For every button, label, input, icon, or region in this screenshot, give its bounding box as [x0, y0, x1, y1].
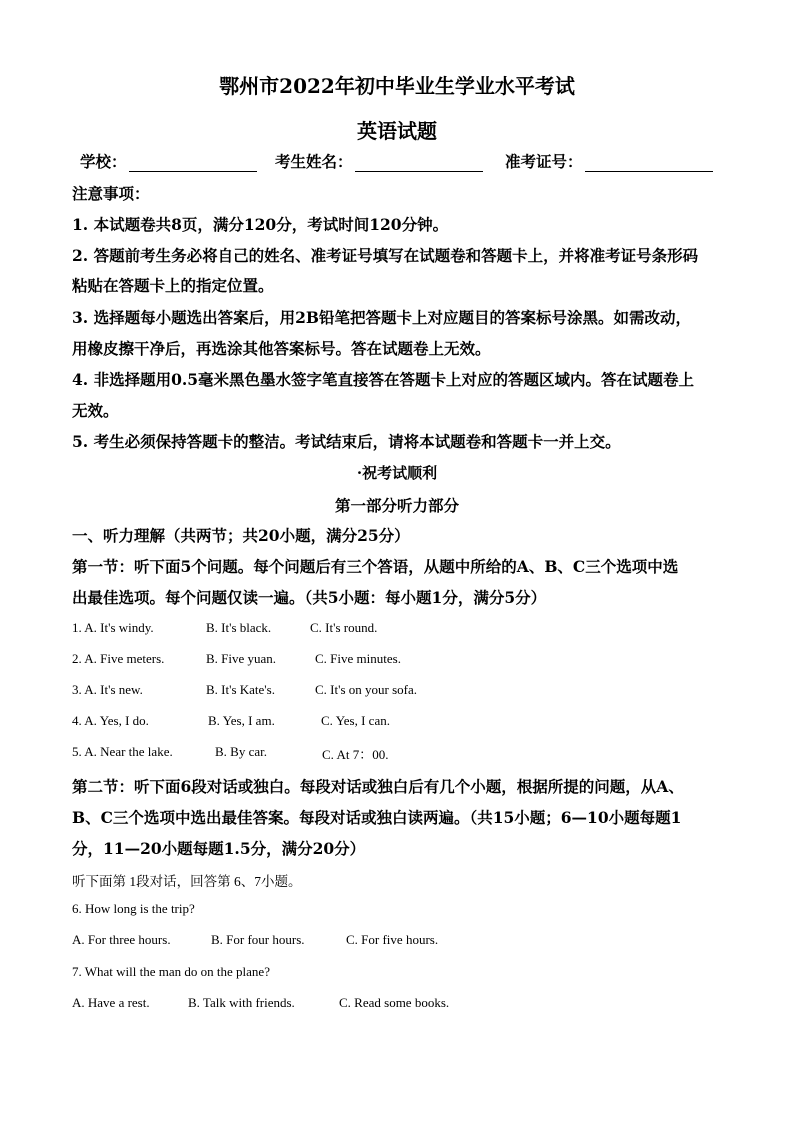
- exam-title: 鄂州市2022年初中毕业生学业水平考试: [219, 74, 575, 98]
- option-c: C. Read some books.: [339, 995, 450, 1010]
- school-blank: [129, 155, 257, 172]
- option-b: B. Five yuan.: [206, 651, 277, 666]
- section-heading: 一、听力理解（共两节；共20小题，满分25分）: [72, 526, 410, 545]
- option-a: 1. A. It's windy.: [72, 620, 154, 635]
- section2-instruction: 分，11—20小题每题1.5分，满分20分）: [72, 839, 366, 858]
- section2-instruction: 第二节：听下面6段对话或独白。每段对话或独白后有几个小题，根据所提的问题，从A、: [72, 777, 684, 796]
- option-b: B. It's black.: [206, 620, 272, 635]
- notice-item: 1. 本试题卷共8页，满分120分，考试时间120分钟。: [72, 215, 449, 234]
- option-c: C. For five hours.: [346, 932, 439, 947]
- option-c: C. It's round.: [310, 620, 378, 635]
- option-c: C. Five minutes.: [315, 651, 401, 666]
- option-a: 4. A. Yes, I do.: [72, 713, 149, 728]
- option-b: B. For four hours.: [211, 932, 305, 947]
- option-b: B. Talk with friends.: [188, 995, 295, 1010]
- good-luck-wish: ·祝考试顺利: [356, 464, 438, 482]
- option-c: C. Yes, I can.: [321, 713, 390, 728]
- option-b: B. Yes, I am.: [208, 713, 275, 728]
- section1-instruction: 出最佳选项。每个问题仅读一遍。（共5小题：每小题1分，满分5分）: [72, 588, 547, 607]
- dialogue-instruction: 听下面第 1段对话，回答第 6、7小题。: [72, 874, 302, 889]
- option-b: B. By car.: [215, 744, 267, 759]
- id-field: [505, 150, 713, 172]
- student-info-row: [80, 150, 730, 172]
- option-a: A. For three hours.: [72, 932, 171, 947]
- notice-item: 3. 选择题每小题选出答案后，用2B铅笔把答题卡上对应题目的答案标号涂黑。如需改动，: [72, 308, 691, 327]
- school-label: 学校：: [80, 152, 127, 171]
- option-b: B. It's Kate's.: [206, 682, 275, 697]
- id-label: 准考证号：: [505, 152, 583, 171]
- option-c: C. At 7：00.: [322, 747, 389, 762]
- school-field: [80, 150, 257, 172]
- option-a: 2. A. Five meters.: [72, 651, 165, 666]
- option-a: 5. A. Near the lake.: [72, 744, 173, 759]
- id-blank: [585, 155, 713, 172]
- notice-item: 粘贴在答题卡上的指定位置。: [72, 276, 274, 295]
- name-label: 考生姓名：: [275, 152, 353, 171]
- question-text: 6. How long is the trip?: [72, 901, 195, 916]
- notice-item: 5. 考生必须保持答题卡的整洁。考试结束后，请将本试题卷和答题卡一并上交。: [72, 432, 621, 451]
- name-blank: [355, 155, 483, 172]
- part-one-title: 第一部分听力部分: [334, 496, 459, 515]
- notice-heading: 注意事项：: [72, 184, 150, 203]
- notice-item: 2. 答题前考生务必将自己的姓名、准考证号填写在试题卷和答题卡上，并将准考证号条形码: [72, 246, 699, 265]
- notice-item: 4. 非选择题用0.5毫米黑色墨水签字笔直接答在答题卡上对应的答题区域内。答在试题卷上: [72, 370, 695, 389]
- section2-instruction: B、C三个选项中选出最佳答案。每段对话或独白读两遍。（共15小题；6—10小题每题1: [72, 808, 682, 827]
- question-text: 7. What will the man do on the plane?: [72, 964, 270, 979]
- option-a: A. Have a rest.: [72, 995, 150, 1010]
- section1-instruction: 第一节：听下面5个问题。每个问题后有三个答语，从题中所给的A、B、C三个选项中选: [72, 557, 679, 576]
- notice-item: 无效。: [72, 401, 119, 420]
- notice-item: 用橡皮擦干净后，再选涂其他答案标号。答在试题卷上无效。: [72, 339, 491, 358]
- name-field: [275, 150, 483, 172]
- option-a: 3. A. It's new.: [72, 682, 143, 697]
- option-c: C. It's on your sofa.: [315, 682, 418, 697]
- exam-subtitle: 英语试题: [357, 119, 437, 143]
